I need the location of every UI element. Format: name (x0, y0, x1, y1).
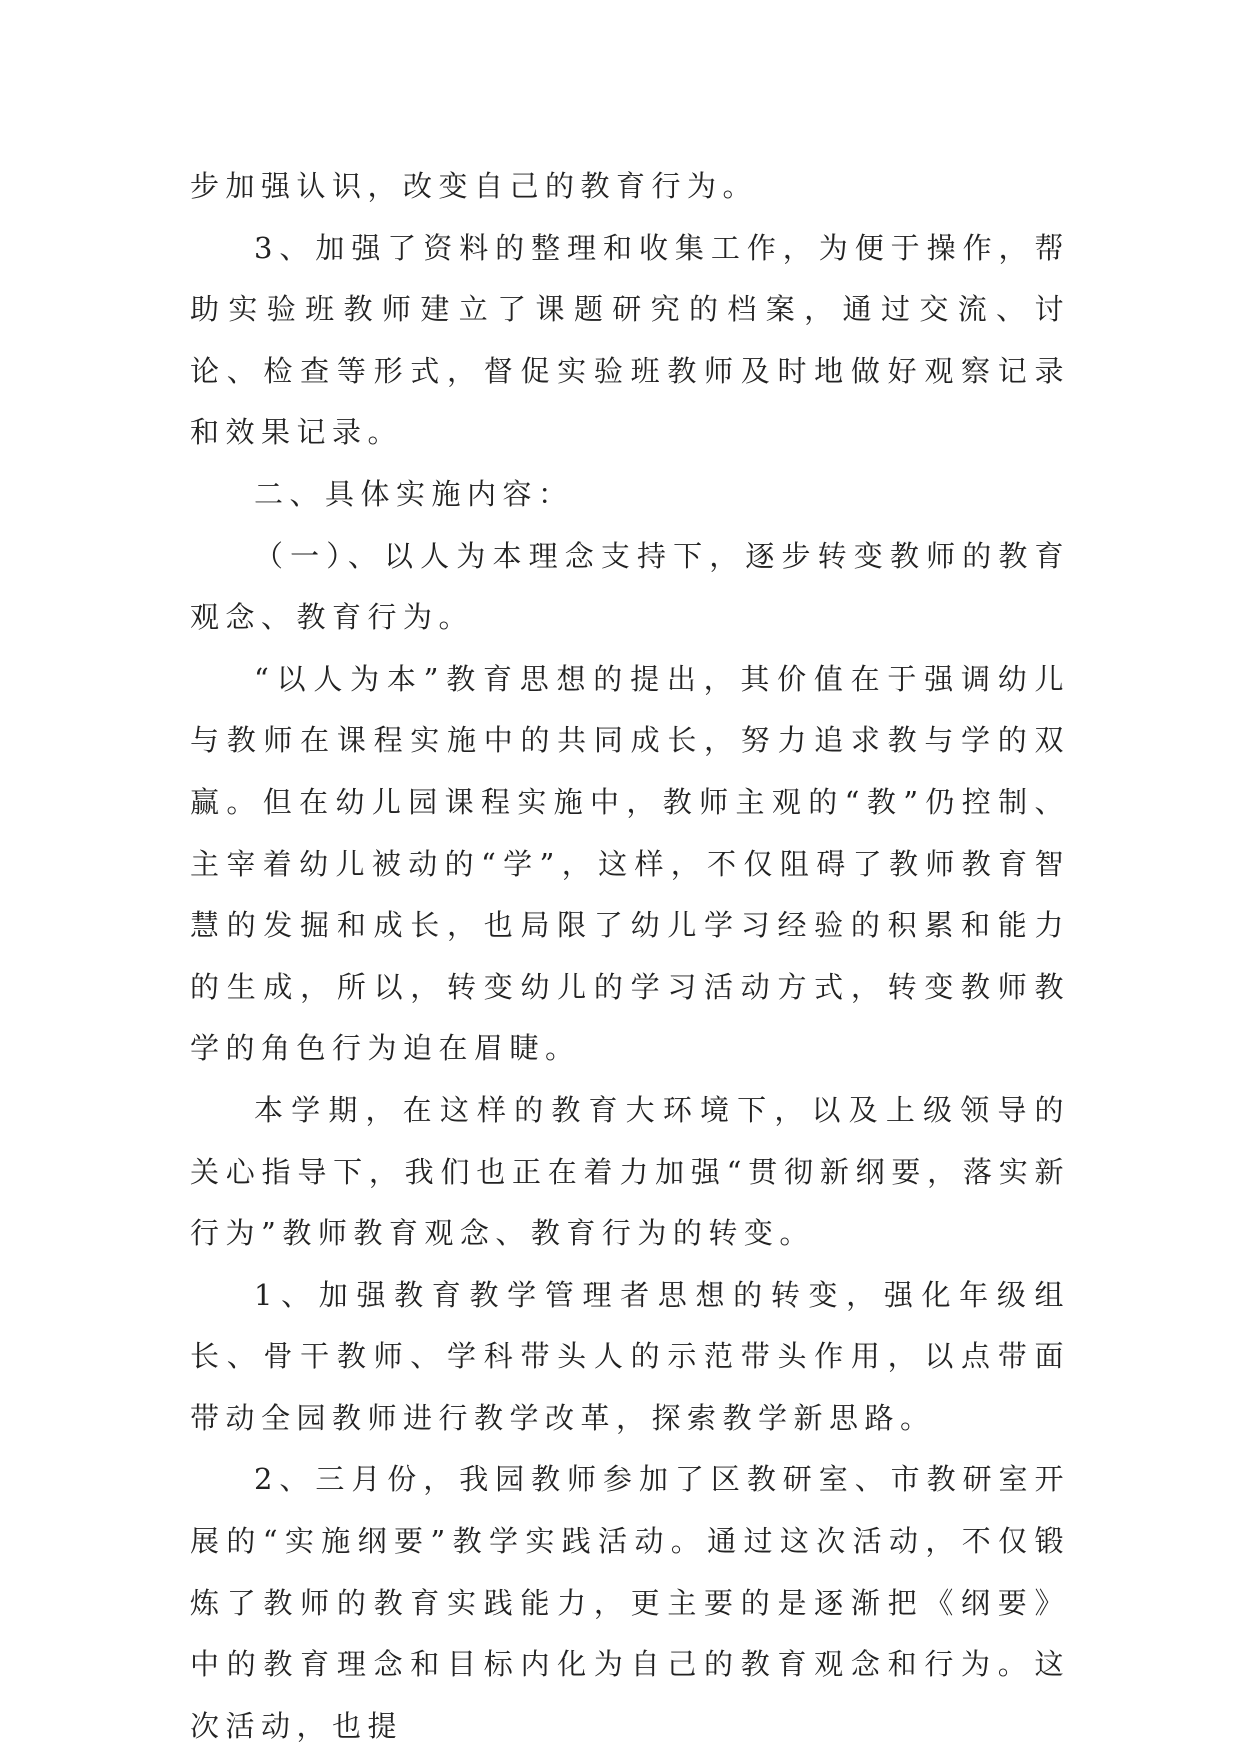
paragraph: 步加强认识，改变自己的教育行为。 (190, 169, 759, 203)
paragraph: “以人为本”教育思想的提出，其价值在于强调幼儿与教师在课程实施中的共同成长，努力追求教与学的双赢。但在幼儿园课程实施中，教师主观的“教”仍控制、主宰着幼儿被动的“学”，这样，不仅阻碍了教师教育智慧的发掘和成长，也局限了幼儿学习经验的积累和能力的生成，所以，转变幼儿的学习活动方式，转变教师教学的角色行为迫在眉睫。 (190, 661, 1070, 1066)
section-heading: 二、具体实施内容： (254, 476, 574, 511)
paragraph: 3、加强了资料的整理和收集工作，为便于操作，帮助实验班教师建立了课题研究的档案，通过交流、讨论、检查等形式，督促实验班教师及时地做好观察记录和效果记录。 (190, 230, 1070, 450)
paragraph: 2、三月份，我园教师参加了区教研室、市教研室开展的“实施纲要”教学实践活动。通过这次活动，不仅锻炼了教师的教育实践能力，更主要的是逐渐把《纲要》中的教育理念和目标内化为自己的教育观念和行为。这次活动，也提 (190, 1462, 1070, 1743)
paragraph: 本学期，在这样的教育大环境下，以及上级领导的关心指导下，我们也正在着力加强“贯彻新纲要，落实新行为”教师教育观念、教育行为的转变。 (190, 1092, 1070, 1251)
document-body (190, 156, 1070, 1757)
paragraph: 1、加强教育教学管理者思想的转变，强化年级组长、骨干教师、学科带头人的示范带头作用，以点带面带动全园教师进行教学改革，探索教学新思路。 (190, 1277, 1070, 1435)
subsection-heading: （一）、以人为本理念支持下，逐步转变教师的教育观念、教育行为。 (190, 538, 1070, 635)
